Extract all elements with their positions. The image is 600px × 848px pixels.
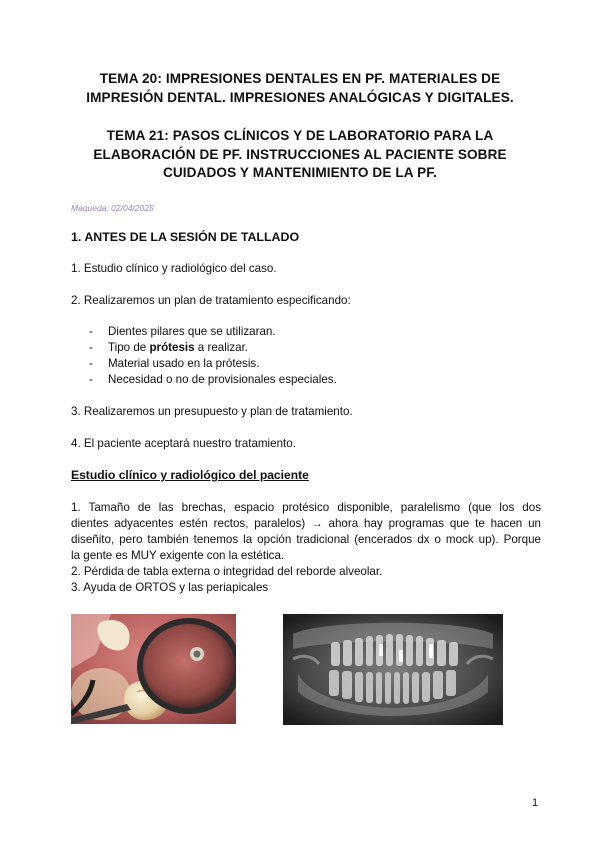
paragraph-line: 1. Tamaño de las brechas, espacio protésico disponible, paralelismo (que los dos: [71, 501, 541, 514]
section-heading-antes-tallado: 1. ANTES DE LA SESIÓN DE TALLADO: [71, 230, 300, 244]
title-tema-21: TEMA 21: PASOS CLÍNICOS Y DE LABORATORIO PARA LA ELABORACIÓN DE PF. INSTRUCCIONES AL PACIENTE SOBRE CUIDADOS Y MANTENIMIENTO DE LA PF.: [93, 128, 507, 180]
list-item: [71, 324, 337, 340]
paragraph-line: 3. Ayuda de ORTOS y las periapicales: [71, 581, 269, 594]
list-item-text: Material usado en la prótesis.: [108, 356, 260, 370]
clinical-study-paragraph: [71, 500, 541, 596]
list-item-text-post: a realizar.: [194, 340, 249, 354]
list-item: [71, 372, 337, 388]
list-item-text-pre: Tipo de: [108, 340, 150, 354]
paragraph-line: 2. Pérdida de tabla externa o integridad del reborde alveolar.: [71, 565, 383, 578]
treatment-plan-list: [71, 324, 337, 388]
clinical-photo-mirror: [71, 614, 236, 724]
list-dash: -: [89, 372, 93, 386]
paragraph-line: diseñito, pero también tenemos la opción tradicional (encerados dx o mock up). Porque: [71, 533, 541, 546]
paragraph-step-4: 4. El paciente aceptará nuestro tratamiento.: [71, 437, 296, 450]
title-tema-20: TEMA 20: IMPRESIONES DENTALES EN PF. MATERIALES DE IMPRESIÓN DENTAL. IMPRESIONES ANALÓGICAS Y DIGITALES.: [86, 71, 514, 105]
section-heading-estudio-clinico: Estudio clínico y radiológico del paciente: [71, 468, 309, 482]
paragraph-line: dientes adyacentes estén rectos, paralelos) → ahora hay programas que te hacen un: [71, 517, 541, 530]
list-dash: -: [89, 340, 93, 354]
paragraph-step-1: 1. Estudio clínico y radiológico del caso.: [71, 262, 277, 275]
list-item-text-bold: prótesis: [149, 340, 195, 354]
list-item: [71, 340, 337, 356]
paragraph-step-2: 2. Realizaremos un plan de tratamiento especificando:: [71, 294, 351, 307]
list-dash: -: [89, 325, 93, 338]
panoramic-xray: [283, 614, 503, 725]
paragraph-step-3: 3. Realizaremos un presupuesto y plan de tratamiento.: [71, 405, 353, 418]
page-number: 1: [532, 797, 539, 809]
list-item-text: Necesidad o no de provisionales especiales.: [108, 372, 337, 386]
author-date-note: Maqueda: 02/04/2025: [71, 203, 154, 213]
list-item-text: Dientes pilares que se utilizaran.: [108, 325, 276, 338]
paragraph-line: la gente es MUY exigente con la estética.: [71, 549, 285, 562]
list-item: [71, 356, 337, 372]
list-dash: -: [89, 356, 93, 370]
